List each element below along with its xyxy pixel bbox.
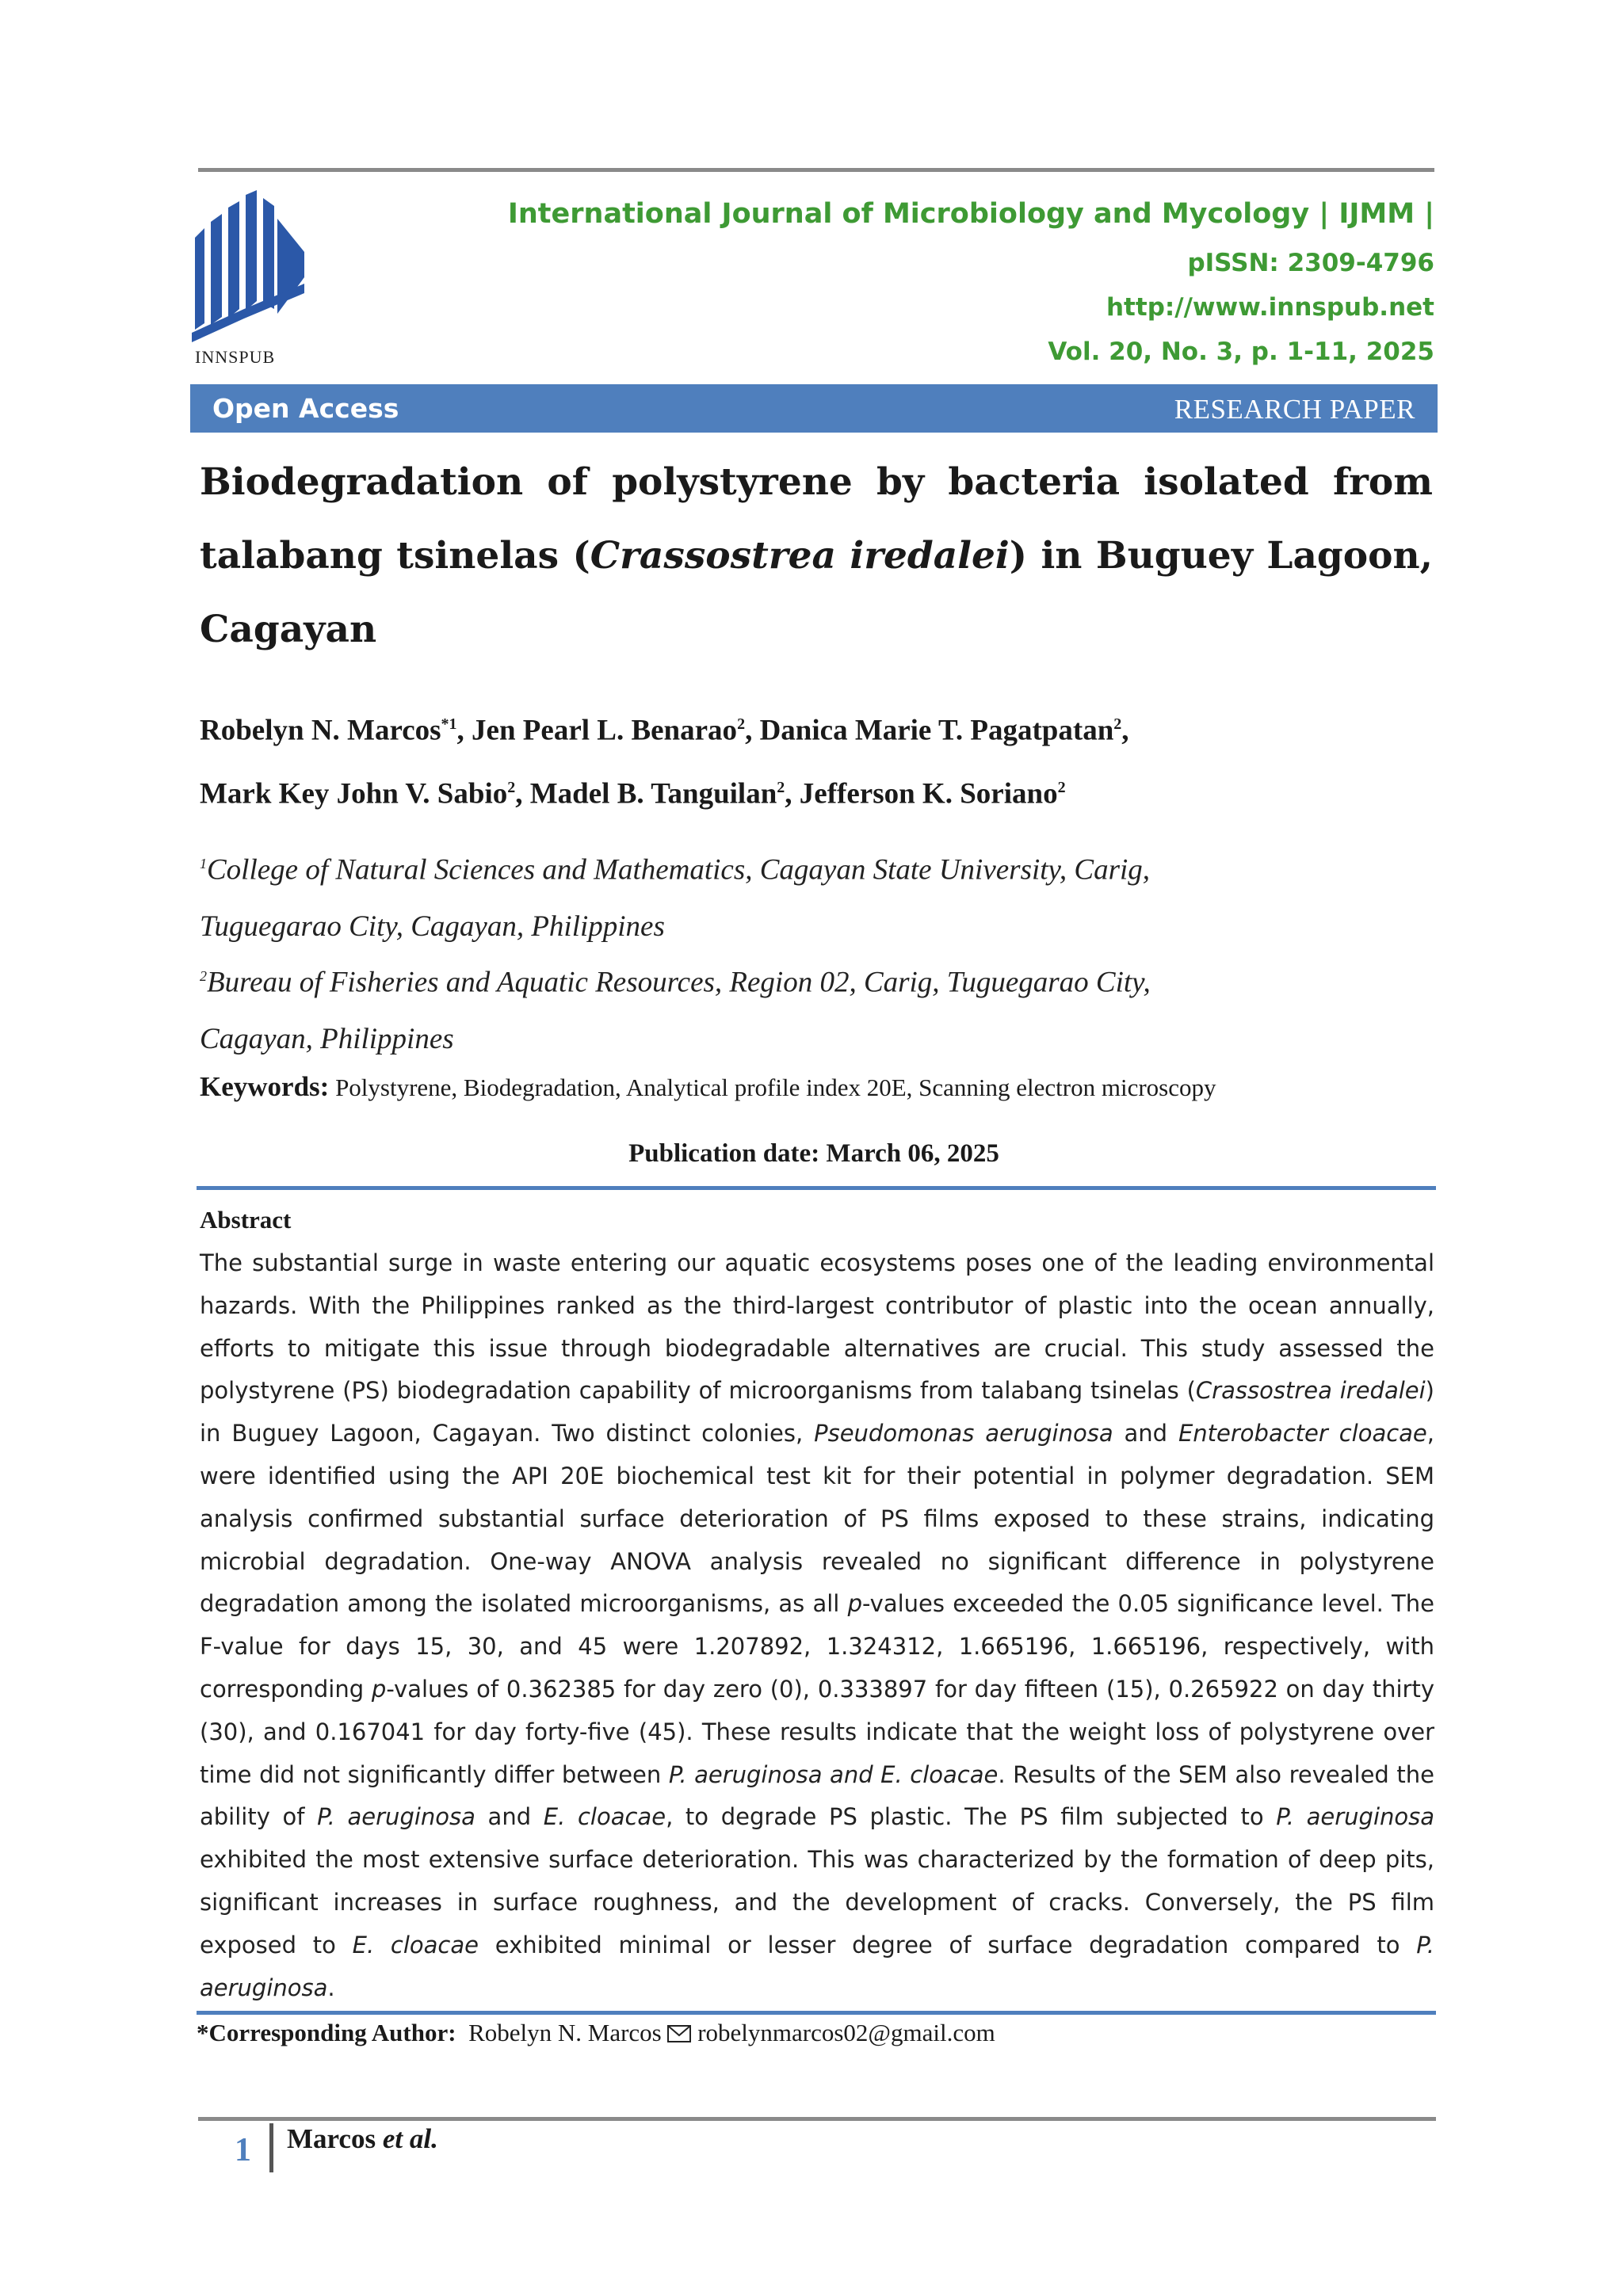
abstract-body: The substantial surge in waste entering our aquatic ecosystems poses one of the leading environmental hazards. With the Philippines ranked as the third-largest contributor of plastic into the ocean annually, efforts to mitigate this issue through biodegradable alternatives are crucial. This study assessed the polystyrene (PS) biodegradation capability of microorganisms from talabang tsinelas (Crassostrea iredalei) in Buguey Lagoon, Cagayan. Two distinct colonies, Pseudomonas aeruginosa and Enterobacter cloacae, were identified using the API 20E biochemical test kit for their potential in polymer degradation. SEM analysis confirmed substantial surface deterioration of PS films exposed to these strains, indicating microbial degradation. One-way ANOVA analysis revealed no significant difference in polystyrene degradation among the isolated microorganisms, as all p-values exceeded the 0.05 significance level. The F-value for days 15, 30, and 45 were 1.207892, 1.324312, 1.665196, 1.665196, respectively, with corresponding p-values of 0.362385 for day zero (0), 0.333897 for day fifteen (15), 0.265922 on day thirty (30), and 0.167041 for day forty-five (45). These results indicate that the weight loss of polystyrene over time did not significantly differ between P. aeruginosa and E. cloacae. Results of the SEM also revealed the ability of P. aeruginosa and E. cloacae, to degrade PS plastic. The PS film subjected to P. aeruginosa exhibited the most extensive surface deterioration. This was characterized by the formation of deep pits, significant increases in surface roughness, and the development of cracks. Conversely, the PS film exposed to E. cloacae exhibited minimal or lesser degree of surface degradation compared to P. aeruginosa. bbox=[200, 1249, 1434, 2001]
page-number: 1 bbox=[235, 2132, 251, 2168]
paper-type-label: RESEARCH PAPER bbox=[1174, 394, 1415, 425]
logo-text: INNSPUB bbox=[195, 347, 276, 367]
keywords-text: Polystyrene, Biodegradation, Analytical profile index 20E, Scanning electron microscopy bbox=[335, 1074, 1216, 1101]
footer-rule bbox=[198, 2117, 1436, 2121]
running-author: Marcos et al. bbox=[287, 2123, 438, 2154]
affiliation-2: $^2$Bureau of Fisheries and Aquatic Resources, Region 02, Carig, Tuguegarao City, Cagayan, Philippines bbox=[200, 966, 1151, 1056]
title-species: Crassostrea iredalei bbox=[590, 534, 1010, 578]
affiliation-1: $^1$College of Natural Sciences and Mathematics, Cagayan State University, Carig, Tuguegarao City, Cagayan, Philippines bbox=[200, 853, 1151, 944]
keywords-label: Keywords: bbox=[200, 1071, 330, 1102]
footer-divider bbox=[269, 2123, 273, 2172]
top-rule bbox=[198, 168, 1434, 172]
open-access-label: Open Access bbox=[212, 393, 399, 424]
journal-name: International Journal of Microbiology and Mycology | IJMM | bbox=[507, 198, 1434, 230]
author: Madel B. Tanguilan bbox=[529, 777, 777, 810]
abstract-bottom-rule bbox=[197, 2011, 1436, 2015]
corresponding-email[interactable]: robelynmarcos02@gmail.com bbox=[697, 2019, 995, 2046]
journal-volume: Vol. 20, No. 3, p. 1-11, 2025 bbox=[1048, 338, 1434, 366]
author: Robelyn N. Marcos bbox=[200, 714, 441, 747]
innspub-logo bbox=[189, 190, 309, 366]
author: Danica Marie T. Pagatpatan bbox=[759, 714, 1114, 747]
abstract-top-rule bbox=[197, 1186, 1436, 1190]
envelope-icon bbox=[667, 2025, 691, 2042]
abstract-heading: Abstract bbox=[200, 1206, 292, 1234]
paper-title: Biodegradation of polystyrene by bacteria isolated from talabang tsinelas (Crassostrea iredalei) in Buguey Lagoon, Cagayan bbox=[200, 460, 1434, 651]
corresponding-label: Corresponding Author: bbox=[208, 2019, 456, 2046]
keywords bbox=[200, 1071, 1216, 1103]
publication-date: Publication date: March 06, 2025 bbox=[628, 1139, 999, 1168]
author: Jefferson K. Soriano bbox=[799, 777, 1058, 810]
corresponding-name: Robelyn N. Marcos bbox=[468, 2019, 662, 2046]
journal-url[interactable]: http://www.innspub.net bbox=[1106, 293, 1434, 322]
author: Jen Pearl L. Benarao bbox=[472, 714, 738, 747]
author-list: Robelyn N. Marcos$^{*1}$, Jen Pearl L. Benarao$^2$, Danica Marie T. Pagatpatan$^2$, Mark Key John V. Sabio$^2$, Madel B. Tanguilan$^2$, Jefferson K. Soriano$^2$ bbox=[200, 714, 1129, 810]
author: Mark Key John V. Sabio bbox=[200, 777, 508, 810]
corresponding-author: *Corresponding Author: Robelyn N. Marcos robelynmarcos02@gmail.com bbox=[197, 2019, 995, 2046]
journal-issn: pISSN: 2309-4796 bbox=[1187, 249, 1434, 277]
